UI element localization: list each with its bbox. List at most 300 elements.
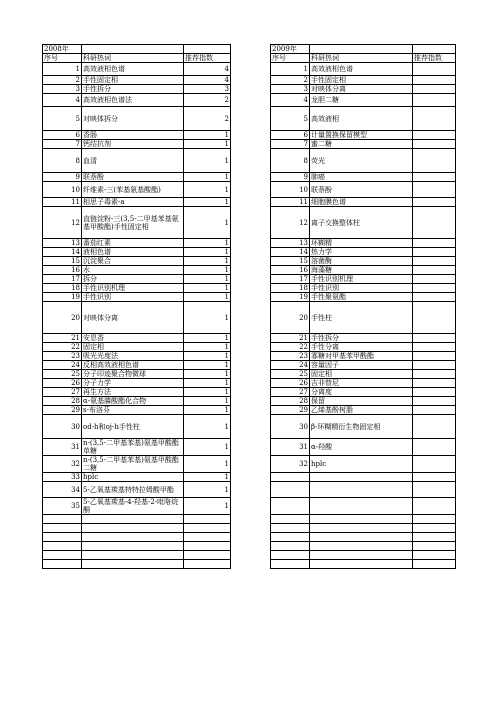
empty-cell — [413, 352, 456, 361]
left-count: 1 — [184, 149, 231, 173]
gap-cell — [231, 107, 271, 131]
left-term: 手性拆分 — [82, 85, 184, 94]
empty-cell — [184, 524, 231, 533]
gap-cell — [231, 388, 271, 397]
left-count: 1 — [184, 482, 231, 498]
empty-cell — [184, 551, 231, 560]
gap-cell — [231, 207, 271, 239]
table-row — [43, 388, 456, 397]
left-term: n-(3,5-二甲基苯基)氨基甲酸酯二糖 — [82, 456, 184, 473]
left-term: 高效液相色谱 — [82, 63, 184, 76]
right-term: 高效液相色谱 — [310, 63, 413, 76]
right-index: 8 — [271, 149, 310, 173]
left-index: 2 — [43, 76, 82, 85]
table-row — [43, 76, 456, 85]
right-index: 11 — [271, 198, 310, 207]
keyword-table — [42, 44, 456, 569]
gap-cell — [231, 248, 271, 257]
gap-cell — [231, 379, 271, 388]
empty-cell — [82, 542, 184, 551]
left-term: 再生方法 — [82, 388, 184, 397]
empty-cell — [310, 498, 413, 515]
table-row — [43, 361, 456, 370]
table-row — [43, 248, 456, 257]
right-index: 29 — [271, 406, 310, 415]
table-row — [43, 370, 456, 379]
left-count: 1 — [184, 140, 231, 149]
empty-cell — [413, 239, 456, 248]
empty-cell — [43, 533, 82, 542]
empty-cell — [184, 45, 231, 54]
gap-cell — [231, 239, 271, 248]
table-row — [43, 198, 456, 207]
empty-cell — [413, 198, 456, 207]
left-index: 32 — [43, 456, 82, 473]
gap-cell — [231, 149, 271, 173]
left-term: 固定相 — [82, 343, 184, 352]
empty-cell — [413, 173, 456, 182]
left-index: 20 — [43, 302, 82, 334]
left-count: 1 — [184, 198, 231, 207]
right-term: 吉非替尼 — [310, 379, 413, 388]
gap-cell — [231, 173, 271, 182]
col-count-header: 推荐指数 — [413, 54, 456, 63]
left-term: 高效液相色谱法 — [82, 94, 184, 107]
right-index: 3 — [271, 85, 310, 94]
gap-cell — [231, 182, 271, 198]
left-term: 液相色谱 — [82, 248, 184, 257]
gap-cell — [231, 293, 271, 302]
right-index: 7 — [271, 140, 310, 149]
table-row — [43, 482, 456, 498]
gap-cell — [231, 334, 271, 343]
gap-cell — [231, 370, 271, 379]
table-row — [43, 284, 456, 293]
right-term: 龙胆二糖 — [310, 94, 413, 107]
empty-cell — [413, 107, 456, 131]
left-count: 1 — [184, 131, 231, 140]
empty-cell — [413, 397, 456, 406]
empty-cell — [271, 560, 310, 569]
right-term: 手性拆分 — [310, 334, 413, 343]
right-index: 6 — [271, 131, 310, 140]
left-index: 19 — [43, 293, 82, 302]
right-index: 1 — [271, 63, 310, 76]
empty-cell — [43, 524, 82, 533]
gap-cell — [231, 473, 271, 482]
left-term: s-布洛芬 — [82, 406, 184, 415]
left-count: 1 — [184, 379, 231, 388]
empty-cell — [184, 560, 231, 569]
right-index: 13 — [271, 239, 310, 248]
gap-cell — [231, 533, 271, 542]
table-row — [43, 45, 456, 54]
gap-cell — [231, 456, 271, 473]
right-term: 联萘酚 — [310, 182, 413, 198]
left-term: 联萘酚 — [82, 173, 184, 182]
year-2008-label: 2008年 — [43, 45, 82, 54]
table-row — [43, 302, 456, 334]
left-term: 血清 — [82, 149, 184, 173]
left-index: 6 — [43, 131, 82, 140]
left-count: 1 — [184, 361, 231, 370]
right-index: 2 — [271, 76, 310, 85]
left-count: 4 — [184, 76, 231, 85]
table-row — [43, 334, 456, 343]
left-index: 27 — [43, 388, 82, 397]
empty-cell — [413, 293, 456, 302]
right-term: 固定相 — [310, 370, 413, 379]
right-index: 25 — [271, 370, 310, 379]
right-term: α-羟酸 — [310, 439, 413, 456]
right-term: 手性识别机理 — [310, 275, 413, 284]
left-count: 1 — [184, 473, 231, 482]
table-row — [43, 239, 456, 248]
gap-cell — [231, 560, 271, 569]
right-term: 容量因子 — [310, 361, 413, 370]
empty-cell — [82, 45, 184, 54]
left-count: 1 — [184, 370, 231, 379]
right-index: 14 — [271, 248, 310, 257]
right-index: 32 — [271, 456, 310, 473]
left-count: 1 — [184, 388, 231, 397]
empty-cell — [413, 76, 456, 85]
table-row — [43, 173, 456, 182]
empty-cell — [413, 533, 456, 542]
empty-cell — [413, 85, 456, 94]
table-row — [43, 94, 456, 107]
gap-cell — [231, 343, 271, 352]
empty-cell — [82, 524, 184, 533]
table-row — [43, 533, 456, 542]
left-index: 25 — [43, 370, 82, 379]
empty-cell — [413, 524, 456, 533]
right-index: 18 — [271, 284, 310, 293]
gap-cell — [231, 54, 271, 63]
table-row — [43, 397, 456, 406]
empty-cell — [413, 542, 456, 551]
left-index: 8 — [43, 149, 82, 173]
empty-cell — [310, 533, 413, 542]
right-index: 15 — [271, 257, 310, 266]
table-row — [43, 257, 456, 266]
right-term: 计量置换保留模型 — [310, 131, 413, 140]
right-term: 保留 — [310, 397, 413, 406]
empty-cell — [184, 515, 231, 524]
left-count: 1 — [184, 284, 231, 293]
left-term: α-氨基膦酸酯化合物 — [82, 397, 184, 406]
empty-cell — [271, 515, 310, 524]
gap-cell — [231, 257, 271, 266]
right-index: 21 — [271, 334, 310, 343]
table-row — [43, 266, 456, 275]
left-count: 2 — [184, 107, 231, 131]
right-index: 22 — [271, 343, 310, 352]
empty-cell — [43, 551, 82, 560]
gap-cell — [231, 439, 271, 456]
empty-cell — [413, 131, 456, 140]
empty-cell — [413, 182, 456, 198]
empty-cell — [271, 542, 310, 551]
empty-cell — [271, 533, 310, 542]
empty-cell — [413, 63, 456, 76]
table-row — [43, 560, 456, 569]
left-index: 17 — [43, 275, 82, 284]
left-term: 手性识别机理 — [82, 284, 184, 293]
right-index: 24 — [271, 361, 310, 370]
right-index: 12 — [271, 207, 310, 239]
empty-cell — [310, 551, 413, 560]
table-row — [43, 498, 456, 515]
table-row — [43, 54, 456, 63]
empty-cell — [43, 542, 82, 551]
left-index: 21 — [43, 334, 82, 343]
gap-cell — [231, 140, 271, 149]
right-index: 26 — [271, 379, 310, 388]
gap-cell — [231, 85, 271, 94]
empty-cell — [184, 533, 231, 542]
right-term: hplc — [310, 456, 413, 473]
left-count: 1 — [184, 456, 231, 473]
left-term: 香肠 — [82, 131, 184, 140]
year-2009-label: 2009年 — [271, 45, 310, 54]
left-index: 11 — [43, 198, 82, 207]
right-term: 热力学 — [310, 248, 413, 257]
col-count-header: 推荐指数 — [184, 54, 231, 63]
left-term: 对映体拆分 — [82, 107, 184, 131]
right-term: 环糊精 — [310, 239, 413, 248]
empty-cell — [413, 207, 456, 239]
empty-cell — [310, 524, 413, 533]
gap-cell — [231, 266, 271, 275]
right-term: 分离度 — [310, 388, 413, 397]
table-row — [43, 85, 456, 94]
left-term: 吸光光度法 — [82, 352, 184, 361]
gap-cell — [231, 406, 271, 415]
empty-cell — [82, 551, 184, 560]
left-index: 3 — [43, 85, 82, 94]
empty-cell — [413, 498, 456, 515]
table-row — [43, 275, 456, 284]
left-term: 5-乙氧基羰基-4-羟基-2-吡咯烷酮 — [82, 498, 184, 515]
table-row — [43, 415, 456, 439]
empty-cell — [413, 284, 456, 293]
left-count: 1 — [184, 302, 231, 334]
left-count: 1 — [184, 439, 231, 456]
table-row — [43, 406, 456, 415]
empty-cell — [413, 379, 456, 388]
left-term: 反相高效液相色谱 — [82, 361, 184, 370]
empty-cell — [413, 560, 456, 569]
empty-cell — [413, 482, 456, 498]
table-row — [43, 551, 456, 560]
left-count: 1 — [184, 352, 231, 361]
right-term: 乙烯基酚树脂 — [310, 406, 413, 415]
empty-cell — [413, 266, 456, 275]
left-count: 1 — [184, 397, 231, 406]
table-row — [43, 107, 456, 131]
left-index: 33 — [43, 473, 82, 482]
empty-cell — [271, 482, 310, 498]
right-term: 荧光 — [310, 149, 413, 173]
right-index: 4 — [271, 94, 310, 107]
empty-cell — [413, 473, 456, 482]
left-count: 1 — [184, 266, 231, 275]
right-term: 手性识别 — [310, 284, 413, 293]
empty-cell — [310, 542, 413, 551]
left-count: 1 — [184, 257, 231, 266]
gap-cell — [231, 524, 271, 533]
right-term: 离子交换整体柱 — [310, 207, 413, 239]
left-count: 2 — [184, 94, 231, 107]
right-index: 5 — [271, 107, 310, 131]
right-index: 16 — [271, 266, 310, 275]
col-index-header: 序号 — [271, 54, 310, 63]
left-index: 35 — [43, 498, 82, 515]
right-term: β-环糊精衍生物固定相 — [310, 415, 413, 439]
empty-cell — [413, 361, 456, 370]
table-row — [43, 456, 456, 473]
right-term: 肺癌 — [310, 173, 413, 182]
left-index: 4 — [43, 94, 82, 107]
empty-cell — [413, 551, 456, 560]
right-index: 20 — [271, 302, 310, 334]
left-term: 沉淀聚合 — [82, 257, 184, 266]
right-term: 蜜二糖 — [310, 140, 413, 149]
empty-cell — [271, 498, 310, 515]
left-index: 34 — [43, 482, 82, 498]
gap-cell — [231, 352, 271, 361]
left-count: 1 — [184, 415, 231, 439]
right-term: 手性柱 — [310, 302, 413, 334]
empty-cell — [413, 94, 456, 107]
left-index: 14 — [43, 248, 82, 257]
empty-cell — [413, 257, 456, 266]
left-term: 纤维素-三(苯基氨基酸酯) — [82, 182, 184, 198]
right-term: 手性聚氨酯 — [310, 293, 413, 302]
gap-cell — [231, 198, 271, 207]
empty-cell — [413, 343, 456, 352]
left-index: 13 — [43, 239, 82, 248]
right-term: 细胞膜色谱 — [310, 198, 413, 207]
left-term: od-h和oj-h手性柱 — [82, 415, 184, 439]
left-count: 1 — [184, 182, 231, 198]
table-row — [43, 63, 456, 76]
gap-cell — [231, 397, 271, 406]
right-term: 寡糖对甲基苯甲酰酯 — [310, 352, 413, 361]
right-term: 海藻糖 — [310, 266, 413, 275]
left-index: 26 — [43, 379, 82, 388]
left-index: 23 — [43, 352, 82, 361]
left-index: 31 — [43, 439, 82, 456]
left-count: 1 — [184, 343, 231, 352]
empty-cell — [413, 149, 456, 173]
left-term: hplc — [82, 473, 184, 482]
left-term: n-(3,5-二甲基苯基)氨基甲酸酯单糖 — [82, 439, 184, 456]
table-row — [43, 140, 456, 149]
gap-cell — [231, 131, 271, 140]
empty-cell — [43, 560, 82, 569]
left-count: 1 — [184, 248, 231, 257]
table-row — [43, 149, 456, 173]
empty-cell — [310, 515, 413, 524]
left-term: 直链淀粉-三(3,5-二甲基苯基氨基甲酸酯)手性固定相 — [82, 207, 184, 239]
left-count: 1 — [184, 239, 231, 248]
empty-cell — [271, 551, 310, 560]
gap-cell — [231, 63, 271, 76]
left-count: 1 — [184, 173, 231, 182]
right-index: 23 — [271, 352, 310, 361]
gap-cell — [231, 515, 271, 524]
empty-cell — [310, 473, 413, 482]
gap-cell — [231, 302, 271, 334]
gap-cell — [231, 275, 271, 284]
col-term-header: 科研热词 — [82, 54, 184, 63]
left-index: 10 — [43, 182, 82, 198]
left-index: 29 — [43, 406, 82, 415]
gap-cell — [231, 482, 271, 498]
left-index: 30 — [43, 415, 82, 439]
empty-cell — [82, 533, 184, 542]
empty-cell — [413, 515, 456, 524]
table-row — [43, 207, 456, 239]
table-row — [43, 293, 456, 302]
gap-cell — [231, 76, 271, 85]
empty-cell — [413, 388, 456, 397]
empty-cell — [310, 45, 413, 54]
right-index: 27 — [271, 388, 310, 397]
left-index: 15 — [43, 257, 82, 266]
table-row — [43, 343, 456, 352]
right-index: 17 — [271, 275, 310, 284]
empty-cell — [184, 542, 231, 551]
table-row — [43, 352, 456, 361]
table-row — [43, 182, 456, 198]
table-row — [43, 439, 456, 456]
gap-cell — [231, 415, 271, 439]
empty-cell — [413, 406, 456, 415]
right-term: 手性固定相 — [310, 76, 413, 85]
left-term: 相思子毒素-a — [82, 198, 184, 207]
left-index: 1 — [43, 63, 82, 76]
right-index: 10 — [271, 182, 310, 198]
empty-cell — [271, 524, 310, 533]
empty-cell — [413, 456, 456, 473]
gap-cell — [231, 498, 271, 515]
empty-cell — [413, 370, 456, 379]
left-count: 3 — [184, 85, 231, 94]
right-term: 对映体分离 — [310, 85, 413, 94]
left-term: 手性固定相 — [82, 76, 184, 85]
empty-cell — [413, 415, 456, 439]
left-term: 番茄红素 — [82, 239, 184, 248]
empty-cell — [413, 302, 456, 334]
gap-cell — [231, 542, 271, 551]
col-term-header: 科研热词 — [310, 54, 413, 63]
empty-cell — [271, 473, 310, 482]
table-row — [43, 131, 456, 140]
left-count: 1 — [184, 275, 231, 284]
left-term: 手性识别 — [82, 293, 184, 302]
gap-cell — [231, 551, 271, 560]
left-index: 12 — [43, 207, 82, 239]
left-term: 水 — [82, 266, 184, 275]
right-term: 高效液相 — [310, 107, 413, 131]
empty-cell — [413, 140, 456, 149]
left-index: 5 — [43, 107, 82, 131]
table-row — [43, 524, 456, 533]
left-index: 24 — [43, 361, 82, 370]
